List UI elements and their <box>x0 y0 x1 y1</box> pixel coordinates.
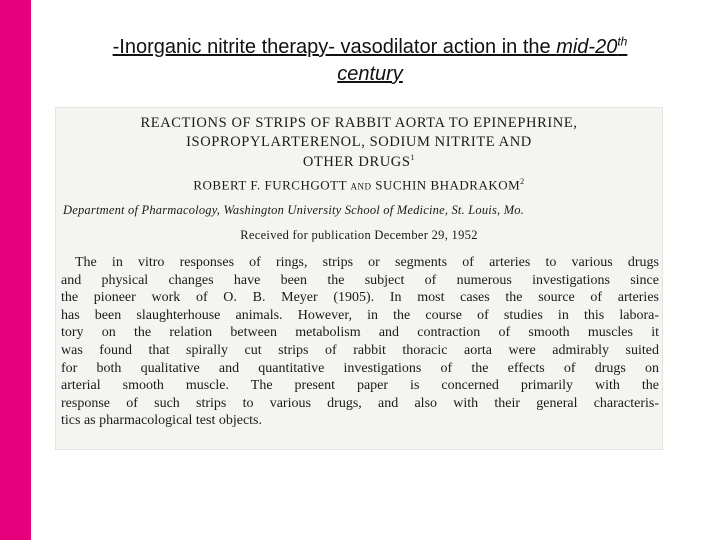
article-received: Received for publication December 29, 1952 <box>240 228 478 242</box>
body-line: was found that spirally cut strips of rabbit thoracic aorta were admirably suited <box>61 342 659 358</box>
body-line: the pioneer work of O. B. Meyer (1905). In most cases the source of arteries <box>61 290 659 306</box>
slide-title <box>40 34 700 88</box>
accent-bar <box>0 0 31 540</box>
body-line: arterial smooth muscle. The present paper is concerned primarily with the <box>61 378 659 394</box>
article-authors <box>55 177 663 193</box>
body-line: The in vitro responses of rings, strips or segments of arteries to various drugs <box>75 255 659 270</box>
title-line2: century <box>337 63 403 85</box>
title-italic: mid-20 <box>556 36 618 58</box>
author-footnote-mark: 2 <box>520 177 525 186</box>
article-heading-line2: ISOPROPYLARTERENOL, SODIUM NITRITE AND <box>186 134 532 150</box>
body-line: response of such strips to various drugs, and also with their general characteris- <box>61 395 659 411</box>
author-and: AND <box>350 181 372 192</box>
heading-line3-text: OTHER DRUGS <box>302 153 411 170</box>
author-2: SUCHIN BHADRAKOM <box>375 177 521 193</box>
article-body <box>61 254 659 430</box>
title-prefix: -Inorganic nitrite therapy- vasodilator action in the <box>112 36 557 58</box>
body-line: has been slaughterhouse animals. However, in the course of studies in this labora- <box>61 307 659 323</box>
article-heading-line3 <box>55 153 663 171</box>
body-line: tory on the relation between metabolism and contraction of smooth muscles it <box>61 325 659 341</box>
body-line: for both qualitative and quantitative investigations of the effects of drugs on <box>61 360 659 376</box>
article-heading-line1: REACTIONS OF STRIPS OF RABBIT AORTA TO EPINEPHRINE, <box>140 115 578 131</box>
body-line: and physical changes have been the subject of numerous investigations since <box>61 272 659 288</box>
title-superscript: th <box>617 34 628 49</box>
author-1: ROBERT F. FURCHGOTT <box>193 177 347 193</box>
article-scan-image <box>55 107 663 450</box>
body-line: tics as pharmacological test objects. <box>61 413 262 429</box>
article-department: Department of Pharmacology, Washington University School of Medicine, St. Louis, Mo. <box>63 203 525 217</box>
heading-footnote-mark: 1 <box>410 153 416 162</box>
